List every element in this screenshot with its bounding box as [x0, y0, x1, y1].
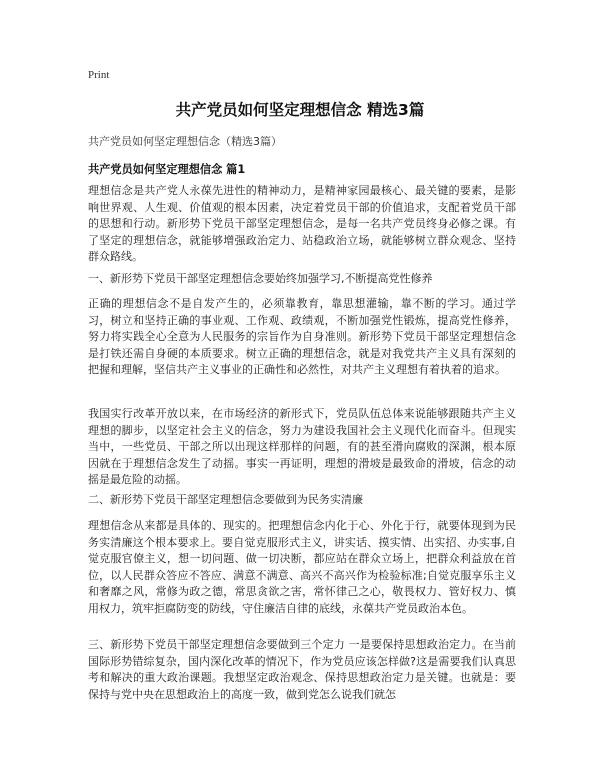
document-subtitle: 共产党员如何坚定理想信念（精选3篇） [88, 135, 282, 148]
section-title: 共产党员如何坚定理想信念 篇1 [88, 163, 246, 176]
page-title: 共产党员如何坚定理想信念 精选3篇 [175, 101, 425, 119]
print-link[interactable]: Print [88, 69, 110, 81]
paragraph-three-resolves: 三、新形势下党员干部坚定理想信念要做到三个定力 一是要保持思想政治定力。在当前国际形势错综复杂，国内深化改革的情况下，作为党员应该怎样做?这是需要我们认真思考和解决的重大政治课题。我想坚定政治观念、保持思想政治定力是关键。也就是：要保持与党中央在思想政治上的高度一致，做到党怎么说我们就怎 [88, 638, 516, 701]
paragraph-intro: 理想信念是共产党人永葆先进性的精神动力，是精神家园最核心、最关键的要素，是影响世界观、人生观、价值观的根本因素，决定着党员干部的价值追求，支配着党员干部的思想和行动。新形势下党员干部坚定理想信念，是每一名共产党员终身必修之课。有了坚定的理想信念，就能够增强政治定力、站稳政治立场，就能够树立群众观念、坚持群众路线。 [88, 184, 516, 264]
subheading-integrity: 二、新形势下党员干部坚定理想信念要做到为民务实清廉 [88, 493, 363, 506]
paragraph-reform: 我国实行改革开放以来，在市场经济的新形式下，党员队伍总体来说能够跟随共产主义理想的脚步，以坚定社会主义的信念，努力为建设我国社会主义现代化而奋斗。但现实当中，一些党员、干部之所以出现这样那样的问题，有的甚至滑向腐败的深渊，根本原因就在于理想信念发生了动摇。事实一再证明，理想的滑坡是最致命的滑坡，信念的动摇是最危险的动摇。 [88, 407, 516, 487]
subheading-study: 一、新形势下党员干部坚定理想信念要始终加强学习,不断提高党性修养 [88, 272, 433, 285]
paragraph-study: 正确的理想信念不是自发产生的，必须靠教育，靠思想灌输，靠不断的学习。通过学习，树立和坚持正确的事业观、工作观、政绩观，不断加强党性锻炼，提高党性修养，努力将实践全心全意为人民服务的宗旨作为自身准则。新形势下党员干部坚定理想信念是打铁还需自身硬的本质要求。树立正确的理想信念，就是对我党共产主义具有深刻的把握和理解，坚信共产主义事业的正确性和必然性，对共产主义理想有着执着的追求。 [88, 297, 516, 377]
paragraph-integrity: 理想信念从来都是具体的、现实的。把理想信念内化于心、外化于行，就要体现到为民务实清廉这个根本要求上。要自觉克服形式主义，讲实话、摸实情、出实招、办实事,自觉克服官僚主义，想一切问题、做一切决断，都应站在群众立场上，把群众利益放在首位，以人民群众答应不答应、满意不满意、高兴不高兴作为检验标准;自觉克服享乐主义和奢靡之风，常修为政之德，常思贪欲之害，常怀律己之心，敬畏权力、管好权力、慎用权力，筑牢拒腐防变的防线，守住廉洁自律的底线，永葆共产党员政治本色。 [88, 519, 516, 615]
